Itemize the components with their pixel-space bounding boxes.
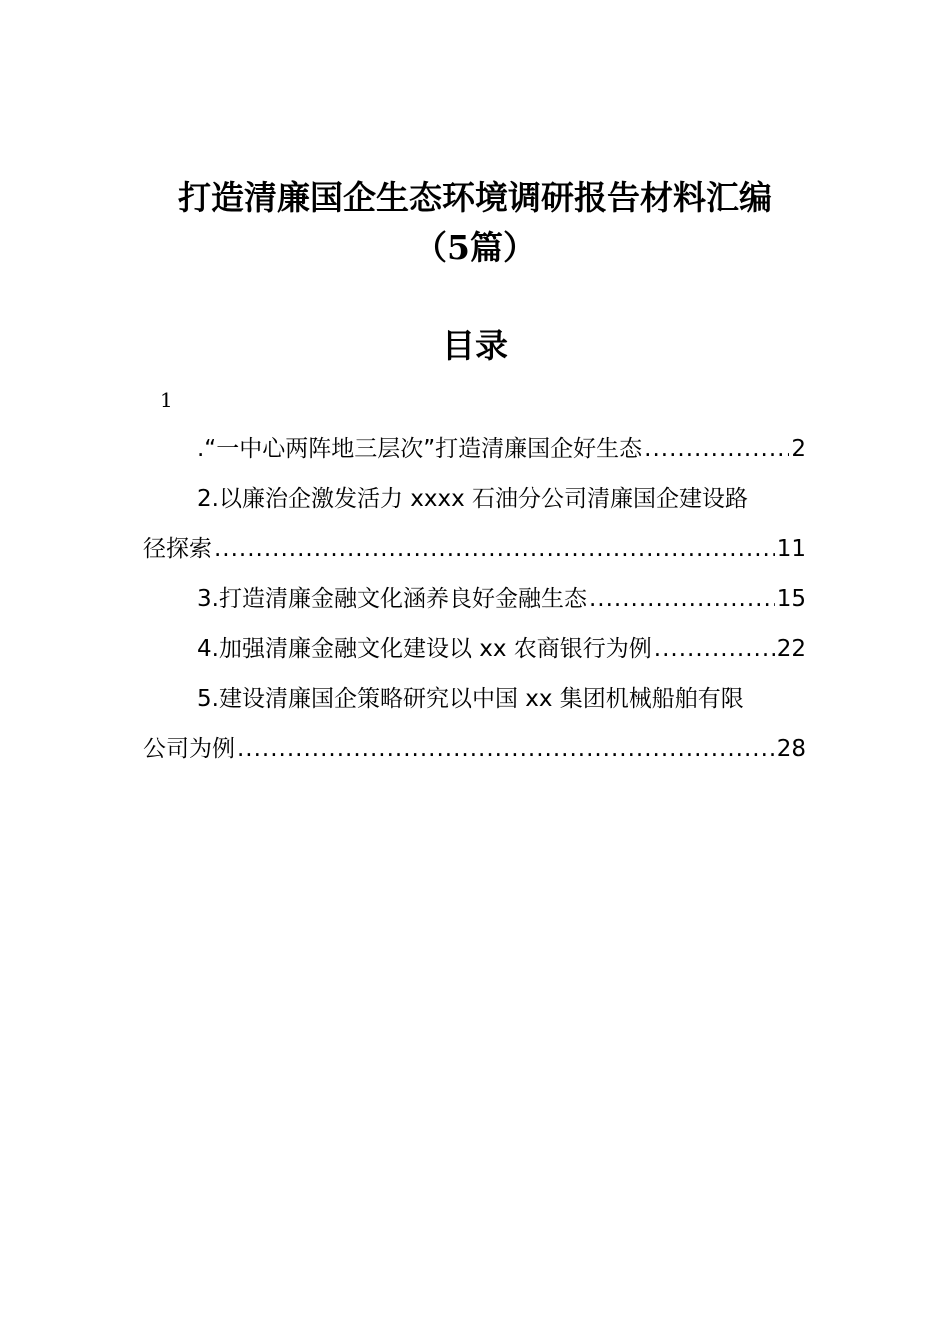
toc-entry-4-page: 22 (776, 636, 806, 662)
dot-leader (654, 632, 775, 666)
toc-entry-4[interactable] (197, 632, 806, 666)
dot-leader (214, 532, 775, 566)
toc-entry-2-text-line1: 2.以廉治企激发活力 xxxx 石油分公司清廉国企建设路 (197, 486, 749, 512)
dot-leader (644, 432, 789, 466)
page-marker: 1 (160, 388, 173, 412)
toc-entry-5-page: 28 (776, 736, 806, 762)
toc-heading: 目录 (442, 326, 508, 365)
toc-entry-3-page: 15 (776, 586, 806, 612)
dot-leader (237, 732, 775, 766)
toc-entry-2-text-line2: 径探索 (143, 536, 212, 562)
toc-entry-5-line1[interactable] (197, 682, 806, 716)
toc-entry-1-page: 2 (791, 436, 806, 462)
toc-entry-2-page: 11 (776, 536, 806, 562)
toc-entry-5-line2[interactable] (143, 732, 806, 766)
toc-entry-5-text-line2: 公司为例 (143, 736, 235, 762)
toc-entry-3[interactable] (197, 582, 806, 616)
document-title: 打造清廉国企生态环境调研报告材料汇编 (178, 178, 772, 217)
toc-entry-1-text: .“一中心两阵地三层次”打造清廉国企好生态 (197, 436, 643, 462)
document-title-count: （5篇） (414, 228, 536, 267)
toc-entry-3-text: 3.打造清廉金融文化涵养良好金融生态 (197, 586, 587, 612)
toc-entry-4-text: 4.加强清廉金融文化建设以 xx 农商银行为例 (197, 636, 652, 662)
toc-entry-1[interactable] (197, 432, 806, 466)
toc-entry-2-line2[interactable] (143, 532, 806, 566)
toc-entry-5-text-line1: 5.建设清廉国企策略研究以中国 xx 集团机械船舶有限 (197, 686, 744, 712)
toc-entry-2-line1[interactable] (197, 482, 806, 516)
dot-leader (589, 582, 775, 616)
